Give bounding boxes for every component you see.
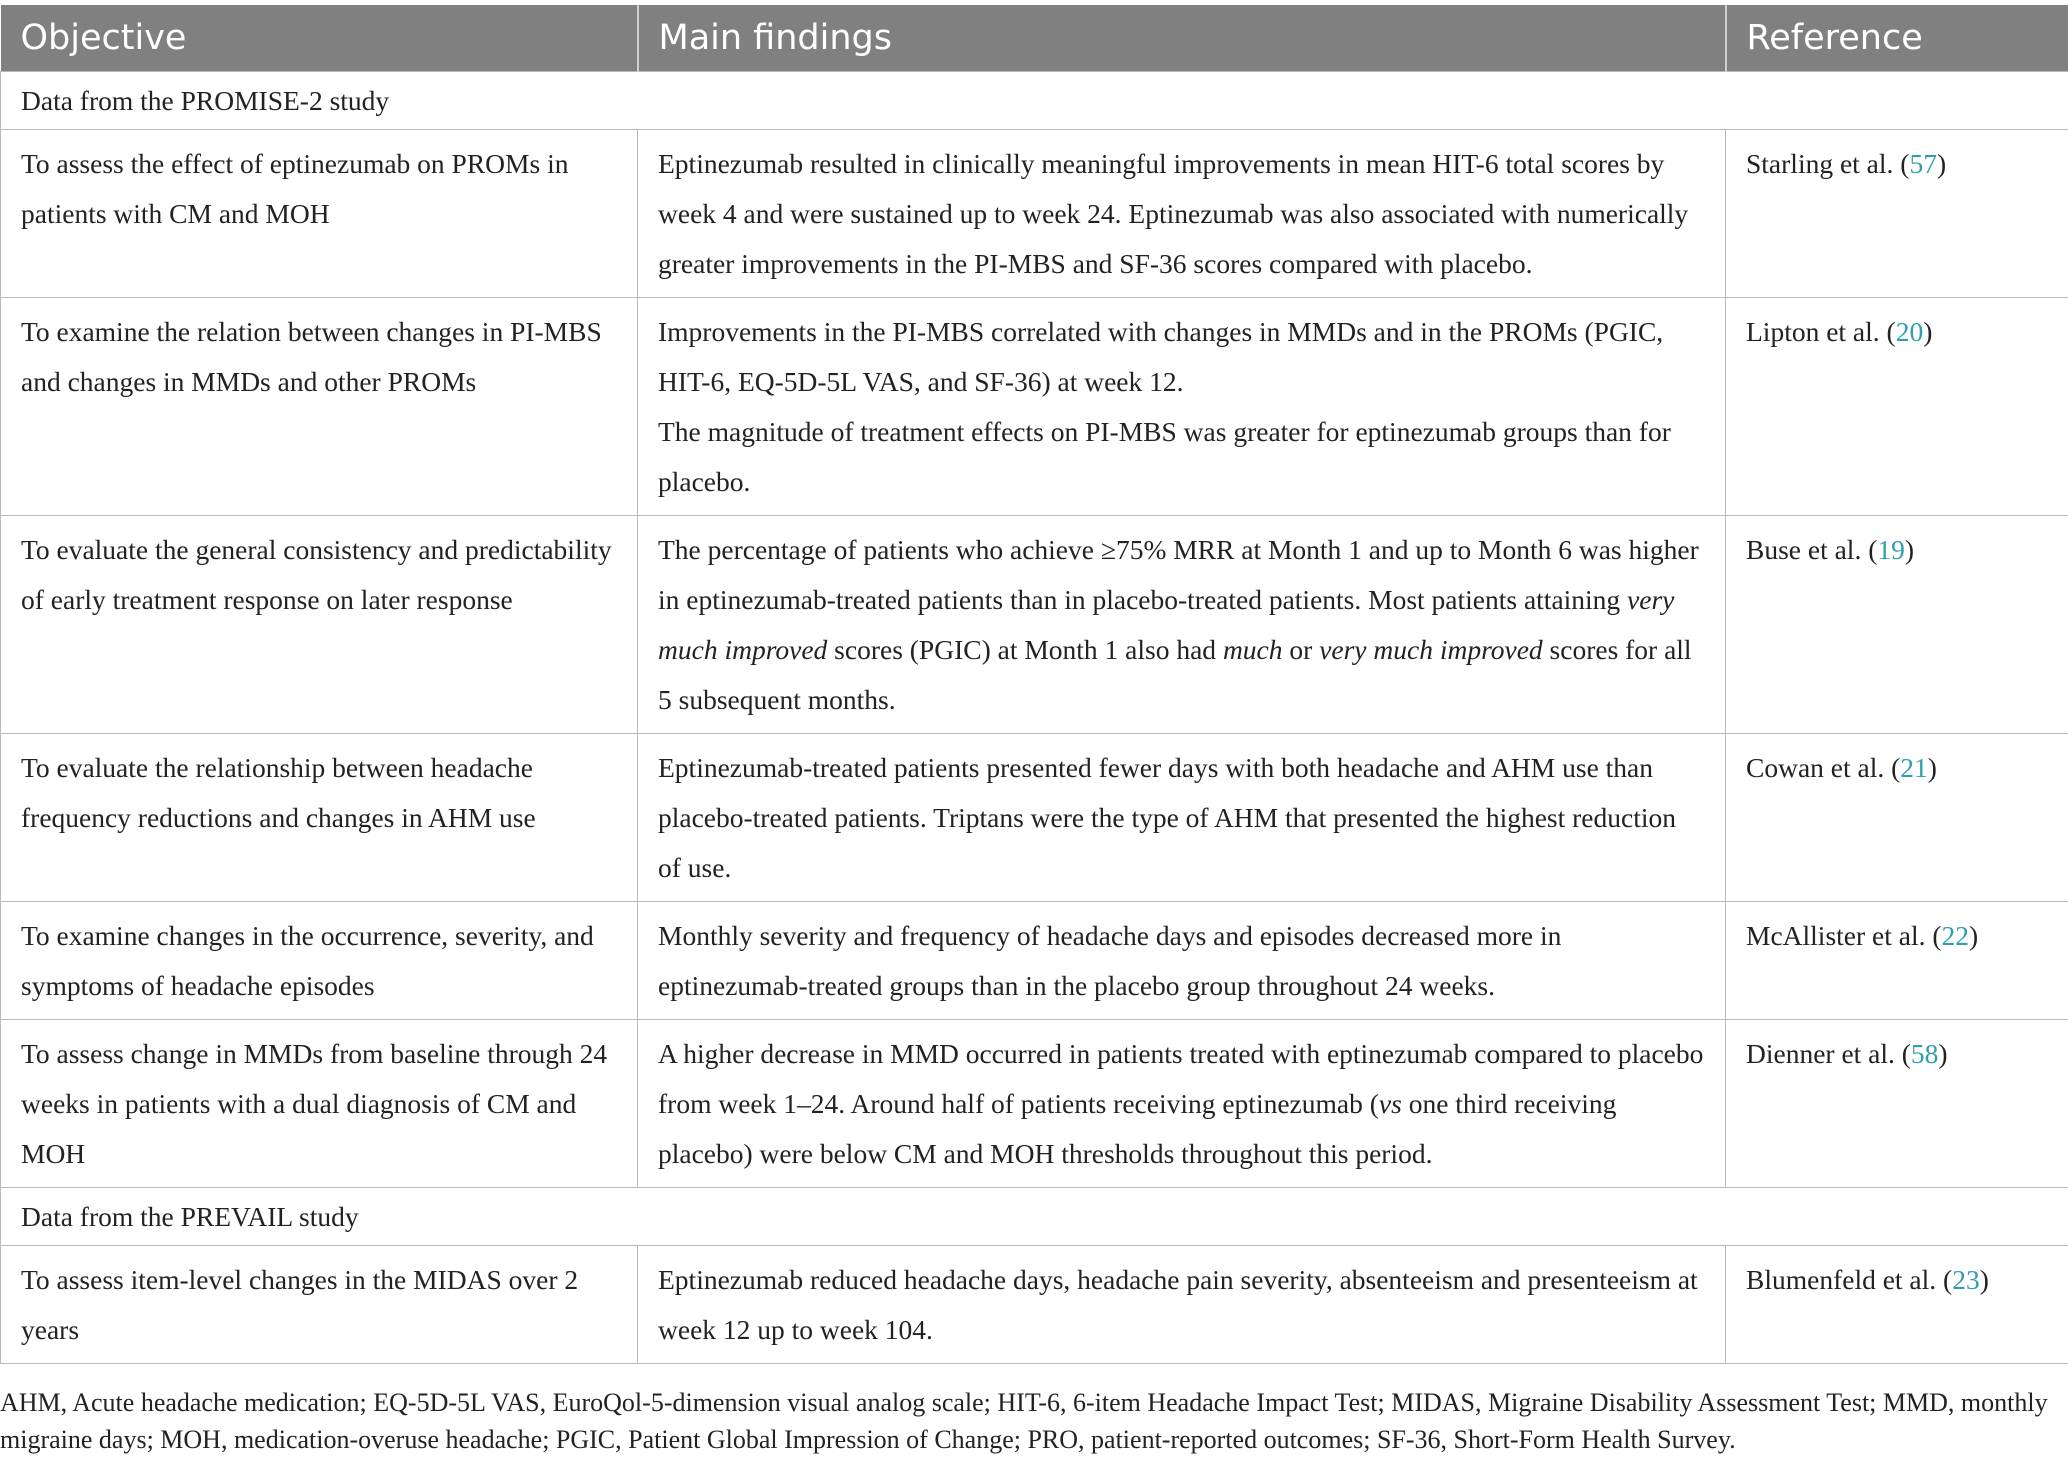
findings-text: one third receiving placebo) were below CM and MOH thresholds throughout this period. [658, 1088, 1617, 1169]
reference-author: Dienner et al. ( [1746, 1038, 1911, 1069]
findings-text: Monthly severity and frequency of headache days and episodes decreased more in eptinezumab-treated groups than in the placebo group throughout 24 weeks. [658, 920, 1562, 1001]
table-row [1, 516, 2068, 734]
header-objective: Objective [1, 5, 638, 72]
table-row [1, 1246, 2068, 1364]
reference-author: Lipton et al. ( [1746, 316, 1896, 347]
findings-cell [638, 902, 1726, 1020]
reference-cell [1726, 902, 2068, 1020]
table-row [1, 298, 2068, 516]
findings-text: or [1282, 634, 1320, 665]
findings-text: Eptinezumab-treated patients presented fewer days with both headache and AHM use than placebo-treated patients. Triptans were the type of AHM that presented the highest reduction of use. [658, 752, 1676, 883]
table-body [1, 72, 2068, 1364]
reference-close: ) [1938, 1038, 1948, 1069]
findings-cell [638, 734, 1726, 902]
reference-cell [1726, 1246, 2068, 1364]
findings-italic-text: very much improved [1319, 634, 1543, 665]
findings-text: scores (PGIC) at Month 1 also had [827, 634, 1223, 665]
reference-cell [1726, 130, 2068, 298]
findings-cell [638, 1246, 1726, 1364]
reference-author: Buse et al. ( [1746, 534, 1878, 565]
findings-cell [638, 130, 1726, 298]
section-title: Data from the PROMISE-2 study [1, 72, 2068, 130]
findings-italic-text: vs [1378, 1088, 1402, 1119]
findings-text: scores for all 5 subsequent months. [658, 634, 1692, 715]
reference-close: ) [1923, 316, 1933, 347]
objective-cell: To evaluate the general consistency and predictability of early treatment response on later response [1, 516, 638, 734]
objective-cell: To examine changes in the occurrence, severity, and symptoms of headache episodes [1, 902, 638, 1020]
reference-close: ) [1969, 920, 1979, 951]
objective-cell: To assess change in MMDs from baseline through 24 weeks in patients with a dual diagnosis of CM and MOH [1, 1020, 638, 1188]
table-row [1, 902, 2068, 1020]
reference-close: ) [1927, 752, 1937, 783]
reference-link[interactable]: 23 [1952, 1264, 1980, 1295]
section-row [1, 72, 2068, 130]
reference-link[interactable]: 21 [1900, 752, 1928, 783]
reference-author: Blumenfeld et al. ( [1746, 1264, 1953, 1295]
header-reference: Reference [1726, 5, 2068, 72]
findings-text: Eptinezumab reduced headache days, headache pain severity, absenteeism and presenteeism at week 12 up to week 104. [658, 1264, 1698, 1345]
table-footnote: AHM, Acute headache medication; EQ-5D-5L VAS, EuroQol-5-dimension visual analog scale; HIT-6, 6-item Headache Impact Test; MIDAS, Migraine Disability Assessment Test; MMD, monthly migraine days; MOH, medication-overuse headache; PGIC, Patient Global Impression of Change; PRO, patient-reported outcomes; SF-36, Short-Form Health Survey. [0, 1388, 2048, 1454]
findings-text: Improvements in the PI-MBS correlated with changes in MMDs and in the PROMs (PGIC, HIT-6, EQ-5D-5L VAS, and SF-36) at week 12. [658, 316, 1664, 397]
reference-author: Starling et al. ( [1746, 148, 1910, 179]
findings-text: Eptinezumab resulted in clinically meaningful improvements in mean HIT-6 total scores by week 4 and were sustained up to week 24. Eptinezumab was also associated with numerically greater improvements in the PI-MBS and SF-36 scores compared with placebo. [658, 148, 1689, 279]
reference-author: McAllister et al. ( [1746, 920, 1942, 951]
objective-cell: To examine the relation between changes in PI-MBS and changes in MMDs and other PROMs [1, 298, 638, 516]
reference-link[interactable]: 20 [1895, 316, 1924, 347]
findings-cell [638, 516, 1726, 734]
objective-cell: To evaluate the relationship between headache frequency reductions and changes in AHM use [1, 734, 638, 902]
objective-cell: To assess item-level changes in the MIDAS over 2 years [1, 1246, 638, 1364]
findings-cell [638, 298, 1726, 516]
findings-table [0, 5, 2068, 1364]
reference-cell [1726, 1020, 2068, 1188]
header-row [1, 5, 2068, 72]
findings-cell [638, 1020, 1726, 1188]
table-row [1, 734, 2068, 902]
findings-text: The percentage of patients who achieve ≥75% MRR at Month 1 and up to Month 6 was higher in eptinezumab-treated patients than in placebo-treated patients. Most patients attaining [658, 534, 1699, 615]
findings-text: The magnitude of treatment effects on PI-MBS was greater for eptinezumab groups than for placebo. [658, 416, 1671, 497]
reference-link[interactable]: 22 [1941, 920, 1969, 951]
header-main-findings: Main findings [638, 5, 1726, 72]
findings-text: A higher decrease in MMD occurred in patients treated with eptinezumab compared to placebo from week 1–24. Around half of patients receiving eptinezumab ( [658, 1038, 1704, 1119]
findings-italic-text: very much improved [658, 584, 1675, 665]
reference-close: ) [1936, 148, 1947, 179]
table-row [1, 130, 2068, 298]
table-row [1, 1020, 2068, 1188]
reference-link[interactable]: 19 [1877, 534, 1905, 565]
section-row [1, 1188, 2068, 1246]
reference-author: Cowan et al. ( [1746, 752, 1901, 783]
table-container [0, 5, 2068, 1364]
reference-link[interactable]: 58 [1910, 1038, 1939, 1069]
objective-cell: To assess the effect of eptinezumab on PROMs in patients with CM and MOH [1, 130, 638, 298]
findings-italic-text: much [1222, 634, 1283, 665]
reference-close: ) [1979, 1264, 1989, 1295]
reference-close: ) [1904, 534, 1915, 565]
reference-cell [1726, 516, 2068, 734]
reference-cell [1726, 298, 2068, 516]
section-title: Data from the PREVAIL study [1, 1188, 2068, 1246]
reference-cell [1726, 734, 2068, 902]
reference-link[interactable]: 57 [1909, 148, 1937, 179]
